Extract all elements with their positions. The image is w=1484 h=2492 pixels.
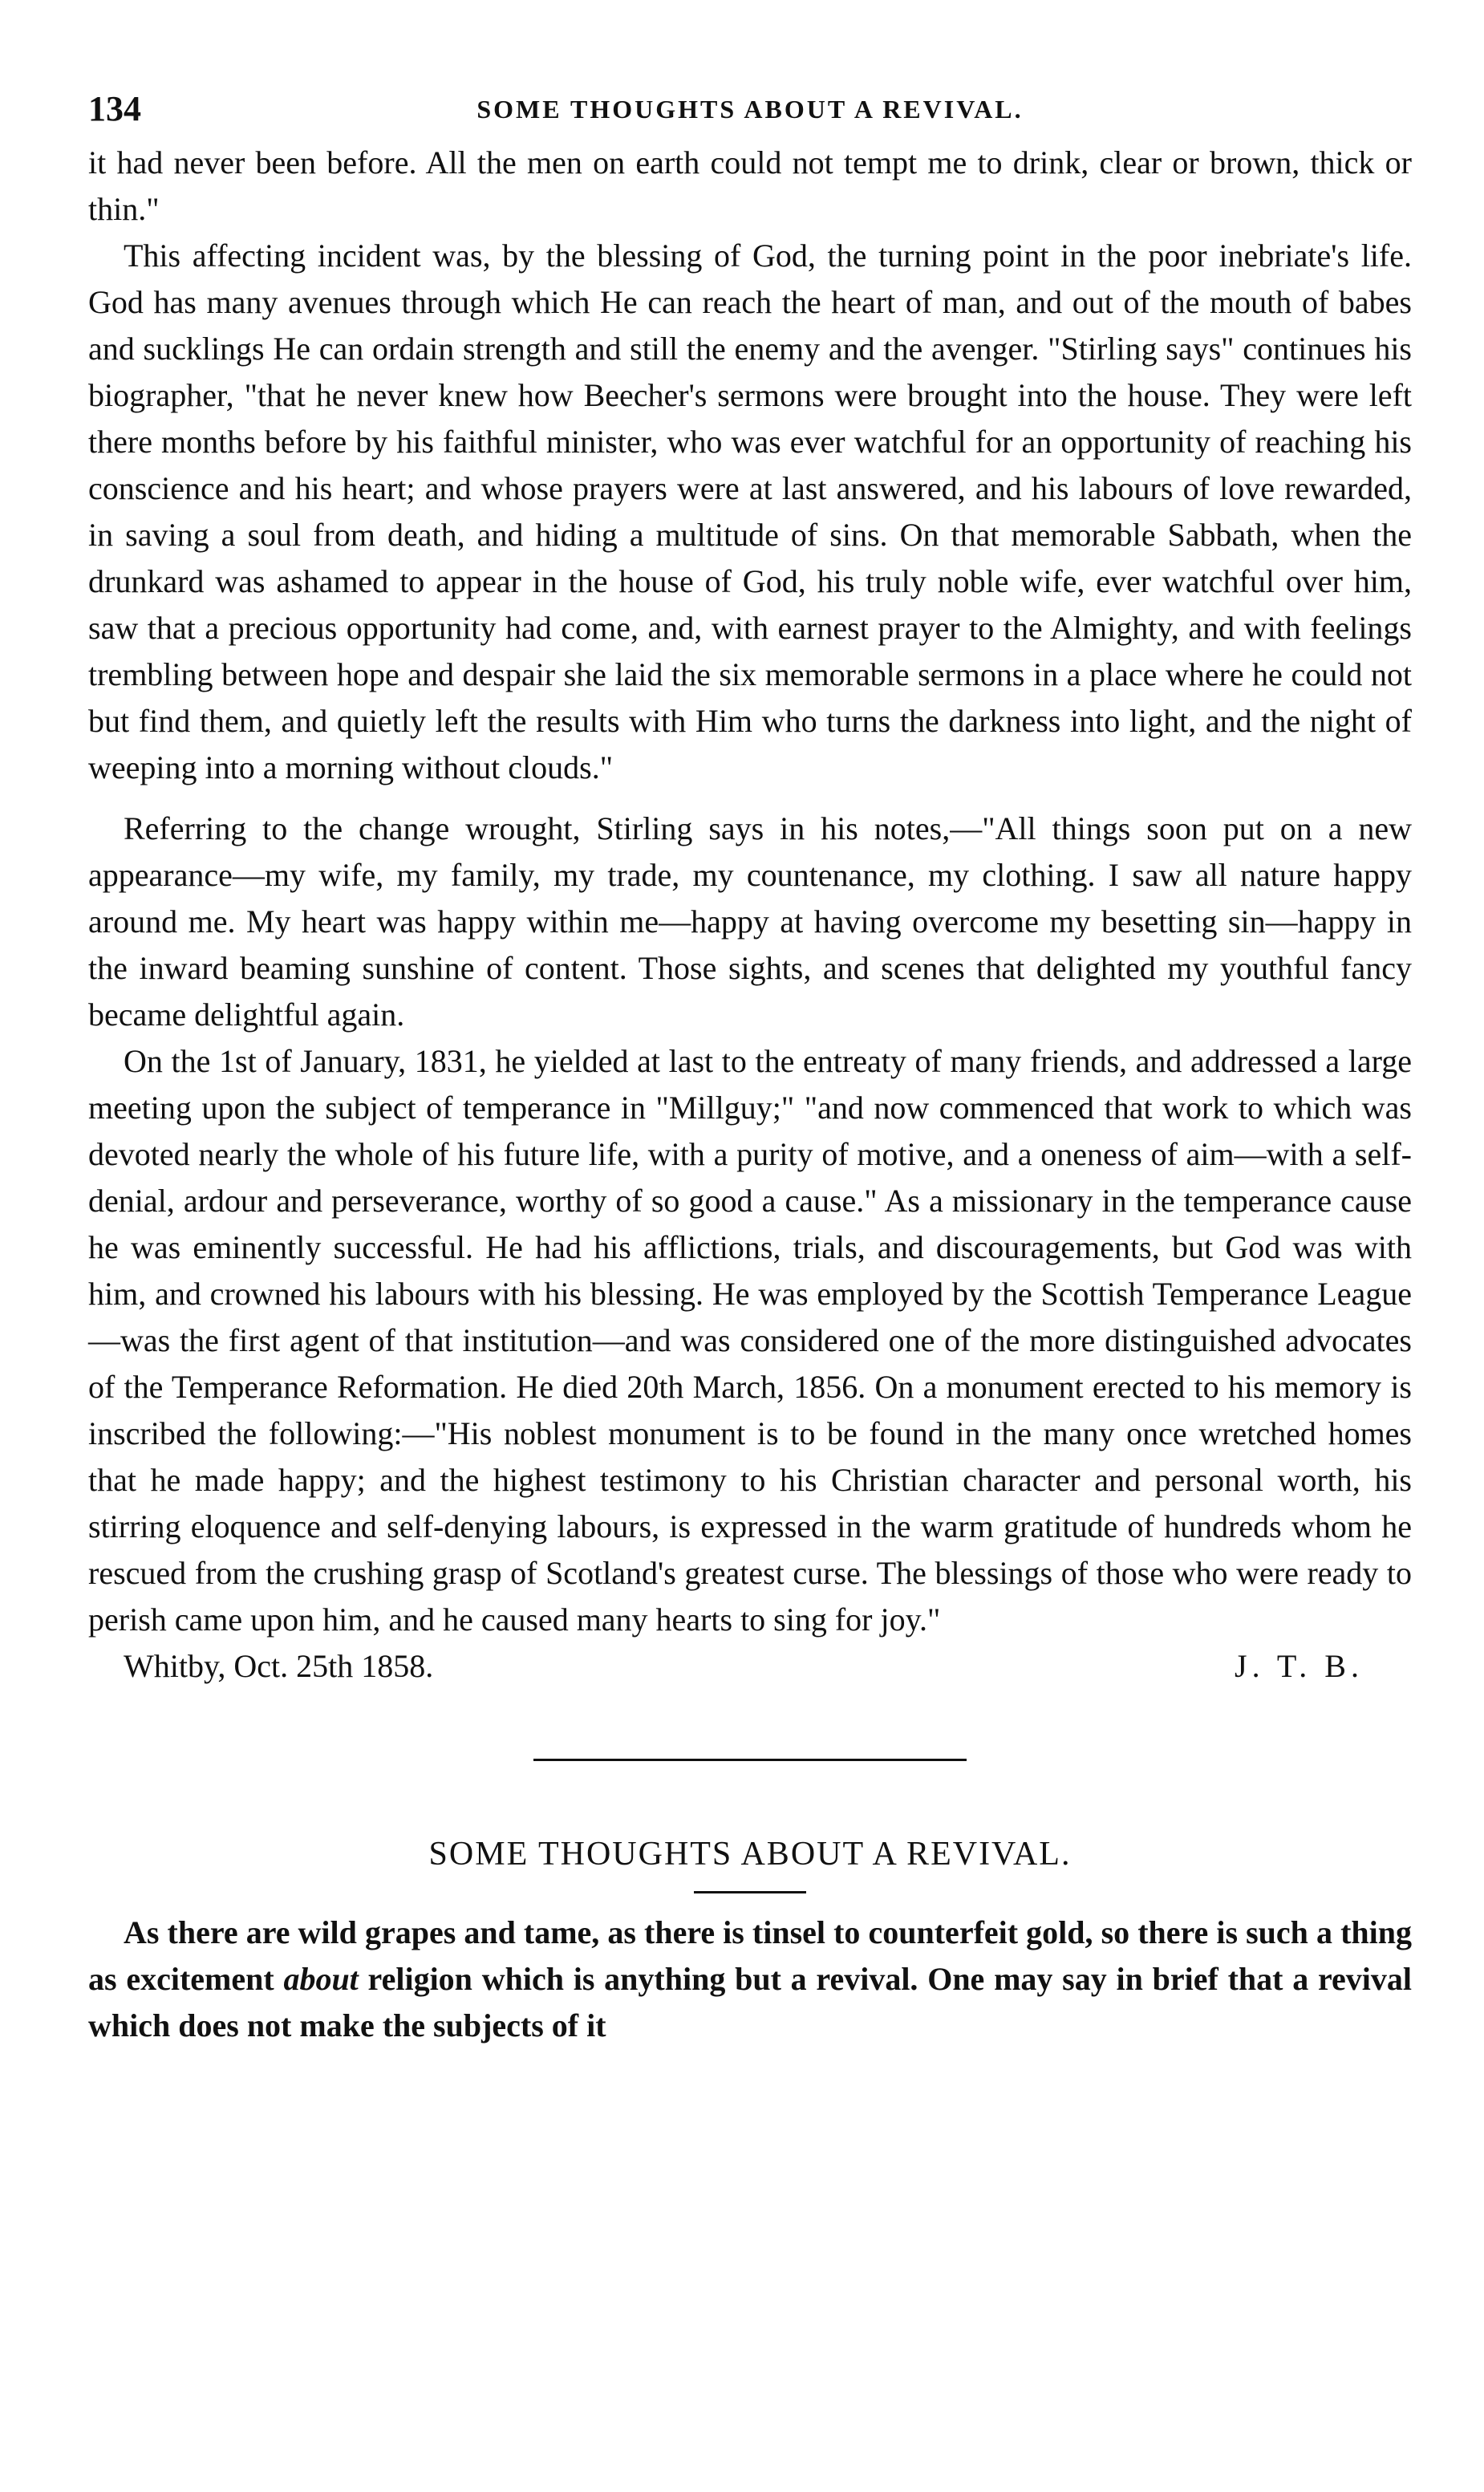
paragraph-affecting-incident: This affecting incident was, by the blessing of God, the turning point in the poor inebriate's life. God has many avenues through which He can reach the heart of man, and out of the mouth of babes and sucklings He can ordain strength and still the enemy and the avenger. "Stirling says" continues his biographer, "that he never knew how Beecher's sermons were brought into the house. They were left there months before by his faithful minister, who was ever watchful for an opportunity of reaching his conscience and his heart; and whose prayers were at last answered, and his labours of love rewarded, in saving a soul from death, and hiding a multitude of sins. On that memorable Sabbath, when the drunkard was ashamed to appear in the house of God, his truly noble wife, ever watchful over him, saw that a precious opportunity had come, and, with earnest prayer to the Almighty, and with feelings trembling between hope and despair she laid the six memorable sermons in a place where he could not but find them, and quietly left the results with Him who turns the darkness into light, and the night of weeping into a morning without clouds." — [88, 237, 1412, 785]
paragraph-revival-intro — [88, 1910, 1412, 2049]
new-article-body — [88, 1910, 1412, 2049]
paragraph-change-wrought: Referring to the change wrought, Stirling says in his notes,—"All things soon put on a new appearance—my wife, my family, my trade, my countenance, my clothing. I saw all nature happy around me. My heart was happy within me—happy at having overcome my besetting sin—happy in the inward beaming sunshine of content. Those sights, and scenes that delighted my youthful fancy became delightful again. — [88, 810, 1412, 1033]
section-title: SOME THOUGHTS ABOUT A REVIVAL. — [428, 1836, 1072, 1873]
revival-intro-emphasis: about — [283, 1961, 359, 1997]
paragraph-continued-quote: it had never been before. All the men on earth could not tempt me to drink, clear or brown, thick or thin." — [88, 144, 1412, 227]
title-rule — [694, 1891, 806, 1893]
page-number: 134 — [88, 89, 141, 128]
running-title: SOME THOUGHTS ABOUT A REVIVAL. — [476, 95, 1024, 124]
article-body — [88, 140, 1412, 1643]
running-head — [88, 88, 1412, 140]
revival-intro-text-start: As there are wild grapes and tame, as there is tinsel to counterfeit gold, so there is such a thing as excitement — [88, 1914, 1412, 1997]
section-divider — [533, 1759, 967, 1761]
signoff-initials: J. T. B. — [1235, 1648, 1364, 1684]
revival-intro-text-end: religion which is anything but a revival. One may say in brief that a revival which does not make the subjects of it — [88, 1961, 1412, 2044]
signoff — [88, 1643, 1412, 1691]
paragraph-temperance-work: On the 1st of January, 1831, he yielded at last to the entreaty of many friends, and addressed a large meeting upon the subject of temperance in "Millguy;" "and now commenced that work to which was devoted nearly the whole of his future life, with a purity of motive, and a oneness of aim—with a self-denial, ardour and perseverance, worthy of so good a cause." As a missionary in the temperance cause he was eminently successful. He had his afflictions, trials, and discouragements, but God was with him, and crowned his labours with his blessing. He was employed by the Scottish Temperance League—was the first agent of that institution—and was considered one of the more distinguished advocates of the Temperance Reformation. He died 20th March, 1856. On a monument erected to his memory is inscribed the following:—"His noblest monument is to be found in the many once wretched homes that he made happy; and the highest testimony to his Christian character and personal worth, his stirring eloquence and self-denying labours, is expressed in the warm gratitude of hundreds whom he rescued from the crushing grasp of Scotland's greatest curse. The blessings of those who were ready to perish came upon him, and he caused many hearts to sing for joy." — [88, 1043, 1412, 1638]
signoff-place-date: Whitby, Oct. 25th 1858. — [124, 1648, 434, 1684]
book-page — [88, 88, 1412, 2049]
